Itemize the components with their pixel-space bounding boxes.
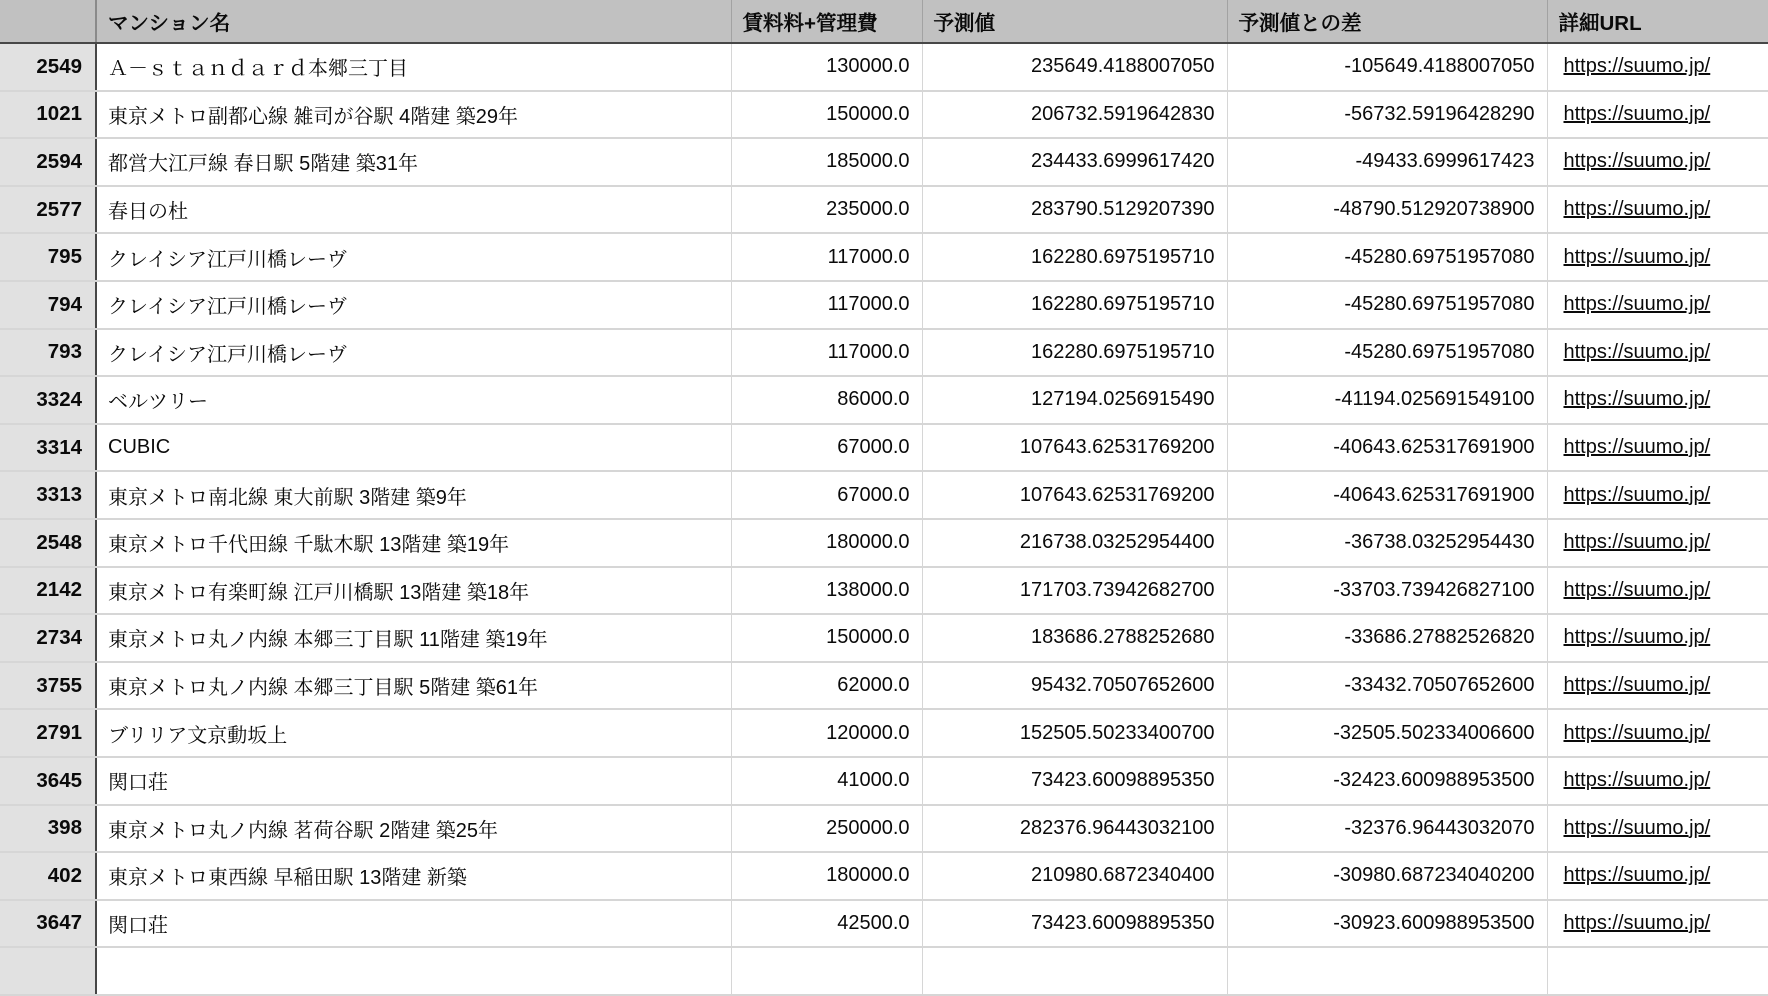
detail-url-link[interactable]: https://suumo.jp/ — [1563, 340, 1711, 363]
cell-diff: -40643.625317691900 — [1227, 471, 1547, 519]
column-header-predicted: 予測値 — [922, 0, 1227, 43]
cell-name: 東京メトロ丸ノ内線 茗荷谷駅 2階建 築25年 — [96, 805, 731, 853]
cell-diff: -41194.025691549100 — [1227, 376, 1547, 424]
column-header-rent: 賃料料+管理費 — [731, 0, 922, 43]
detail-url-link[interactable]: https://suumo.jp/ — [1563, 245, 1711, 268]
cell-rent: 150000.0 — [731, 614, 922, 662]
cell-name: 春日の杜 — [96, 186, 731, 234]
cell-url — [1547, 281, 1768, 329]
detail-url-link[interactable]: https://suumo.jp/ — [1563, 674, 1711, 697]
table-row — [0, 757, 1768, 805]
row-index: 3755 — [0, 662, 96, 710]
cell-rent: 67000.0 — [731, 471, 922, 519]
cell-url — [1547, 947, 1768, 995]
row-index: 3645 — [0, 757, 96, 805]
cell-diff: -45280.69751957080 — [1227, 233, 1547, 281]
row-index: 3313 — [0, 471, 96, 519]
cell-diff: -48790.512920738900 — [1227, 186, 1547, 234]
cell-diff: -40643.625317691900 — [1227, 424, 1547, 472]
cell-pred: 162280.6975195710 — [922, 233, 1227, 281]
table-row — [0, 376, 1768, 424]
cell-pred: 234433.6999617420 — [922, 138, 1227, 186]
cell-diff: -105649.4188007050 — [1227, 43, 1547, 91]
cell-pred: 206732.5919642830 — [922, 91, 1227, 139]
table-row — [0, 471, 1768, 519]
table-row — [0, 138, 1768, 186]
table-row — [0, 233, 1768, 281]
cell-rent: 62000.0 — [731, 662, 922, 710]
cell-diff: -32376.96443032070 — [1227, 805, 1547, 853]
cell-pred — [922, 947, 1227, 995]
table-body — [0, 43, 1768, 995]
cell-url — [1547, 567, 1768, 615]
cell-diff: -32423.600988953500 — [1227, 757, 1547, 805]
cell-name: 関口荘 — [96, 900, 731, 948]
table-row — [0, 186, 1768, 234]
cell-name: 東京メトロ有楽町線 江戸川橋駅 13階建 築18年 — [96, 567, 731, 615]
cell-pred: 73423.60098895350 — [922, 757, 1227, 805]
cell-rent: 180000.0 — [731, 519, 922, 567]
row-index: 2791 — [0, 709, 96, 757]
row-index: 794 — [0, 281, 96, 329]
cell-url — [1547, 519, 1768, 567]
cell-pred: 210980.6872340400 — [922, 852, 1227, 900]
cell-pred: 127194.0256915490 — [922, 376, 1227, 424]
cell-rent: 86000.0 — [731, 376, 922, 424]
cell-rent: 42500.0 — [731, 900, 922, 948]
cell-pred: 283790.5129207390 — [922, 186, 1227, 234]
detail-url-link[interactable]: https://suumo.jp/ — [1563, 150, 1711, 173]
cell-rent: 67000.0 — [731, 424, 922, 472]
table-row — [0, 709, 1768, 757]
cell-diff: -30923.600988953500 — [1227, 900, 1547, 948]
cell-diff: -45280.69751957080 — [1227, 329, 1547, 377]
row-index — [0, 947, 96, 995]
cell-rent — [731, 947, 922, 995]
table-row — [0, 567, 1768, 615]
row-index: 795 — [0, 233, 96, 281]
cell-pred: 235649.4188007050 — [922, 43, 1227, 91]
cell-url — [1547, 900, 1768, 948]
cell-rent: 138000.0 — [731, 567, 922, 615]
table-row — [0, 424, 1768, 472]
cell-pred: 152505.50233400700 — [922, 709, 1227, 757]
row-index: 793 — [0, 329, 96, 377]
detail-url-link[interactable]: https://suumo.jp/ — [1563, 483, 1711, 506]
cell-rent: 120000.0 — [731, 709, 922, 757]
row-index: 398 — [0, 805, 96, 853]
table-row — [0, 43, 1768, 91]
cell-diff — [1227, 947, 1547, 995]
cell-rent: 117000.0 — [731, 281, 922, 329]
table-row — [0, 900, 1768, 948]
cell-name: クレイシア江戸川橋レーヴ — [96, 233, 731, 281]
row-index: 2142 — [0, 567, 96, 615]
cell-rent: 185000.0 — [731, 138, 922, 186]
row-index: 402 — [0, 852, 96, 900]
cell-diff: -36738.03252954430 — [1227, 519, 1547, 567]
cell-name: 東京メトロ東西線 早稲田駅 13階建 新築 — [96, 852, 731, 900]
detail-url-link[interactable]: https://suumo.jp/ — [1563, 102, 1711, 125]
cell-rent: 180000.0 — [731, 852, 922, 900]
detail-url-link[interactable]: https://suumo.jp/ — [1563, 436, 1711, 459]
row-index: 3314 — [0, 424, 96, 472]
table-row — [0, 852, 1768, 900]
row-index: 3647 — [0, 900, 96, 948]
cell-name: 東京メトロ丸ノ内線 本郷三丁目駅 11階建 築19年 — [96, 614, 731, 662]
cell-url — [1547, 91, 1768, 139]
cell-url — [1547, 805, 1768, 853]
table-row — [0, 91, 1768, 139]
cell-name: 東京メトロ南北線 東大前駅 3階建 築9年 — [96, 471, 731, 519]
cell-rent: 235000.0 — [731, 186, 922, 234]
table-header — [0, 0, 1768, 43]
cell-name: ベルツリー — [96, 376, 731, 424]
cell-diff: -49433.6999617423 — [1227, 138, 1547, 186]
detail-url-link[interactable]: https://suumo.jp/ — [1563, 531, 1711, 554]
cell-rent: 130000.0 — [731, 43, 922, 91]
cell-name: 東京メトロ副都心線 雑司が谷駅 4階建 築29年 — [96, 91, 731, 139]
row-index: 2734 — [0, 614, 96, 662]
cell-diff: -33703.739426827100 — [1227, 567, 1547, 615]
cell-url — [1547, 138, 1768, 186]
column-header-diff: 予測値との差 — [1227, 0, 1547, 43]
row-index: 2548 — [0, 519, 96, 567]
table-row — [0, 519, 1768, 567]
cell-pred: 183686.2788252680 — [922, 614, 1227, 662]
cell-url — [1547, 757, 1768, 805]
cell-name: Ａ－ｓｔａｎｄａｒｄ本郷三丁目 — [96, 43, 731, 91]
cell-url — [1547, 614, 1768, 662]
cell-diff: -33686.27882526820 — [1227, 614, 1547, 662]
cell-name: クレイシア江戸川橋レーヴ — [96, 329, 731, 377]
detail-url-link[interactable]: https://suumo.jp/ — [1563, 198, 1711, 221]
detail-url-link[interactable]: https://suumo.jp/ — [1563, 769, 1711, 792]
detail-url-link[interactable]: https://suumo.jp/ — [1563, 626, 1711, 649]
cell-url — [1547, 233, 1768, 281]
row-index: 3324 — [0, 376, 96, 424]
detail-url-link[interactable]: https://suumo.jp/ — [1563, 388, 1711, 411]
cell-url — [1547, 186, 1768, 234]
cell-name: 都営大江戸線 春日駅 5階建 築31年 — [96, 138, 731, 186]
table-row — [0, 329, 1768, 377]
cell-url — [1547, 709, 1768, 757]
cell-diff: -45280.69751957080 — [1227, 281, 1547, 329]
detail-url-link[interactable]: https://suumo.jp/ — [1563, 864, 1711, 887]
cell-name: CUBIC — [96, 424, 731, 472]
cell-pred: 95432.70507652600 — [922, 662, 1227, 710]
table-row-partial — [0, 947, 1768, 995]
row-index: 2549 — [0, 43, 96, 91]
cell-pred: 282376.96443032100 — [922, 805, 1227, 853]
cell-rent: 117000.0 — [731, 329, 922, 377]
cell-pred: 162280.6975195710 — [922, 281, 1227, 329]
table-row — [0, 614, 1768, 662]
detail-url-link[interactable]: https://suumo.jp/ — [1563, 55, 1711, 78]
detail-url-link[interactable]: https://suumo.jp/ — [1563, 816, 1711, 839]
cell-url — [1547, 471, 1768, 519]
table-row — [0, 281, 1768, 329]
cell-url — [1547, 376, 1768, 424]
corner-header — [0, 0, 96, 43]
cell-url — [1547, 424, 1768, 472]
cell-url — [1547, 43, 1768, 91]
cell-pred: 73423.60098895350 — [922, 900, 1227, 948]
cell-name: 関口荘 — [96, 757, 731, 805]
table-row — [0, 662, 1768, 710]
cell-name — [96, 947, 731, 995]
cell-pred: 171703.73942682700 — [922, 567, 1227, 615]
detail-url-link[interactable]: https://suumo.jp/ — [1563, 578, 1711, 601]
cell-rent: 41000.0 — [731, 757, 922, 805]
column-header-url: 詳細URL — [1547, 0, 1768, 43]
cell-diff: -56732.59196428290 — [1227, 91, 1547, 139]
column-header-mansion-name: マンション名 — [96, 0, 731, 43]
row-index: 2594 — [0, 138, 96, 186]
row-index: 1021 — [0, 91, 96, 139]
cell-pred: 162280.6975195710 — [922, 329, 1227, 377]
cell-rent: 250000.0 — [731, 805, 922, 853]
row-index: 2577 — [0, 186, 96, 234]
cell-diff: -32505.502334006600 — [1227, 709, 1547, 757]
cell-name: ブリリア文京動坂上 — [96, 709, 731, 757]
cell-pred: 107643.62531769200 — [922, 424, 1227, 472]
cell-diff: -30980.687234040200 — [1227, 852, 1547, 900]
cell-name: 東京メトロ丸ノ内線 本郷三丁目駅 5階建 築61年 — [96, 662, 731, 710]
table-row — [0, 805, 1768, 853]
cell-name: 東京メトロ千代田線 千駄木駅 13階建 築19年 — [96, 519, 731, 567]
cell-name: クレイシア江戸川橋レーヴ — [96, 281, 731, 329]
header-row — [0, 0, 1768, 43]
cell-url — [1547, 662, 1768, 710]
cell-url — [1547, 852, 1768, 900]
cell-rent: 117000.0 — [731, 233, 922, 281]
cell-url — [1547, 329, 1768, 377]
cell-diff: -33432.70507652600 — [1227, 662, 1547, 710]
detail-url-link[interactable]: https://suumo.jp/ — [1563, 293, 1711, 316]
detail-url-link[interactable]: https://suumo.jp/ — [1563, 721, 1711, 744]
cell-pred: 216738.03252954400 — [922, 519, 1227, 567]
detail-url-link[interactable]: https://suumo.jp/ — [1563, 911, 1711, 934]
cell-pred: 107643.62531769200 — [922, 471, 1227, 519]
cell-rent: 150000.0 — [731, 91, 922, 139]
